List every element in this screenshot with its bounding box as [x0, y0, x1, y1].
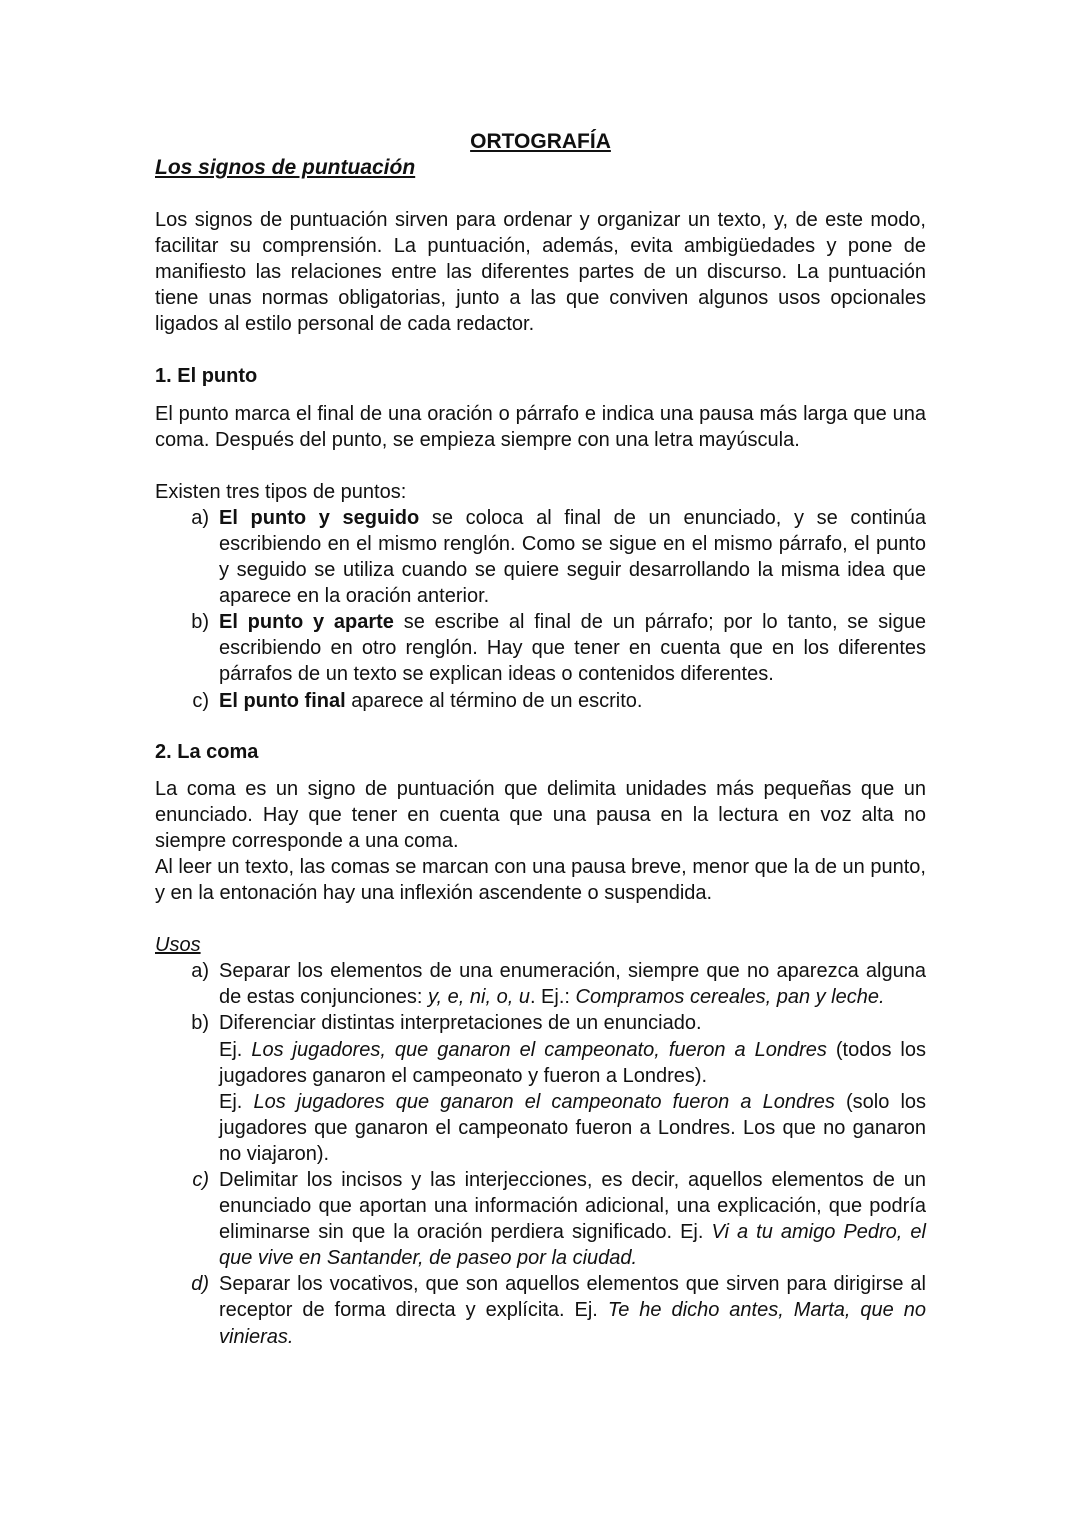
punto-types-list [155, 505, 926, 714]
example-note: (todos los jugadores ganaron el campeonato y fueron a Londres). [219, 1038, 926, 1087]
definition: aparece al término de un escrito. [345, 689, 643, 712]
example-prefix: Ej. [219, 1090, 254, 1113]
heading-la-coma: 2. La coma [155, 740, 259, 763]
list-item [155, 688, 926, 714]
definition: se escribe al final de un párrafo; por lo tanto, se sigue escribiendo en otro renglón. Hay que tener en cuenta que en los diferentes párrafos de un texto se explican ideas o contenidos diferentes. [219, 611, 926, 686]
example: Los jugadores, que ganaron el campeonato, fueron a Londres [251, 1038, 827, 1061]
list-marker: c) [192, 689, 209, 712]
list-marker: a) [191, 506, 209, 529]
usos-list [155, 958, 926, 1349]
heading-el-punto: 1. El punto [155, 365, 258, 388]
list-marker: d) [191, 1273, 209, 1296]
example-note: (solo los jugadores que ganaron el campeonato fueron a Londres. Los que no ganaron no viajaron). [219, 1090, 927, 1165]
list-marker: a) [191, 960, 209, 983]
section-subtitle: Los signos de puntuación [155, 156, 416, 179]
conjunctions: y, e, ni, o, u [428, 986, 530, 1009]
use-text: Separar los elementos de una enumeración, siempre que no aparezca alguna de estas conjunciones: [219, 960, 926, 1009]
list-item [155, 1167, 926, 1271]
example-prefix: Ej. [219, 1038, 252, 1061]
term: El punto final [219, 689, 346, 712]
list-marker: b) [191, 1012, 209, 1035]
coma-paragraph-2: Al leer un texto, las comas se marcan con una pausa breve, menor que la de un punto, y en la entonación hay una inflexión ascendente o suspendida. [155, 855, 926, 905]
usos-label: Usos [155, 934, 201, 957]
example: Vi a tu amigo Pedro, el que vive en Santander, de paseo por la ciudad. [219, 1221, 926, 1270]
example: Te he dicho antes, Marta, que no vinieras. [219, 1299, 926, 1348]
list-marker: b) [191, 611, 209, 634]
list-item [155, 1271, 926, 1349]
list-item [155, 958, 926, 1010]
example: Compramos cereales, pan y leche. [575, 986, 885, 1009]
list-item [155, 1010, 926, 1167]
list-marker: c) [192, 1169, 209, 1191]
document-body [155, 207, 926, 1350]
document-title: ORTOGRAFÍA [470, 130, 611, 153]
use-text: Diferenciar distintas interpretaciones de un enunciado. [219, 1012, 702, 1035]
example: Los jugadores que ganaron el campeonato fueron a Londres [253, 1090, 835, 1113]
punto-types-intro: Existen tres tipos de puntos: [155, 480, 407, 503]
list-item [155, 609, 926, 687]
coma-paragraph-1: La coma es un signo de puntuación que delimita unidades más pequeñas que un enunciado. Hay que tener en cuenta que una pausa en la lectura en voz alta no siempre corresponde a una coma. [155, 777, 926, 852]
term: El punto y aparte [219, 611, 394, 634]
definition: se coloca al final de un enunciado, y se continúa escribiendo en el mismo renglón. Como se sigue en el mismo párrafo, el punto y seguido se utiliza cuando se quiere seguir desarrollando la misma idea que aparece en la oración anterior. [219, 506, 926, 608]
list-item [155, 505, 926, 609]
use-text: Separar los vocativos, que son aquellos elementos que sirven para dirigirse al receptor de forma directa y explícita. Ej. [219, 1273, 926, 1322]
punto-paragraph: El punto marca el final de una oración o párrafo e indica una pausa más larga que una coma. Después del punto, se empieza siempre con una letra mayúscula. [155, 402, 926, 451]
use-text: Delimitar los incisos y las interjecciones, es decir, aquellos elementos de un enunciado que aportan una información adicional, una explicación, que podría eliminarse sin que la oración perdiera significado. Ej. [219, 1169, 926, 1244]
example-prefix: . Ej.: [529, 986, 576, 1009]
intro-paragraph: Los signos de puntuación sirven para ordenar y organizar un texto, y, de este modo, facilitar su comprensión. La puntuación, además, evita ambigüedades y pone de manifiesto las relaciones entre las diferentes partes de un discurso. La puntuación tiene unas normas obligatorias, junto a las que conviven algunos usos opcionales ligados al estilo personal de cada redactor. [155, 209, 926, 336]
term: El punto y seguido [219, 506, 420, 529]
